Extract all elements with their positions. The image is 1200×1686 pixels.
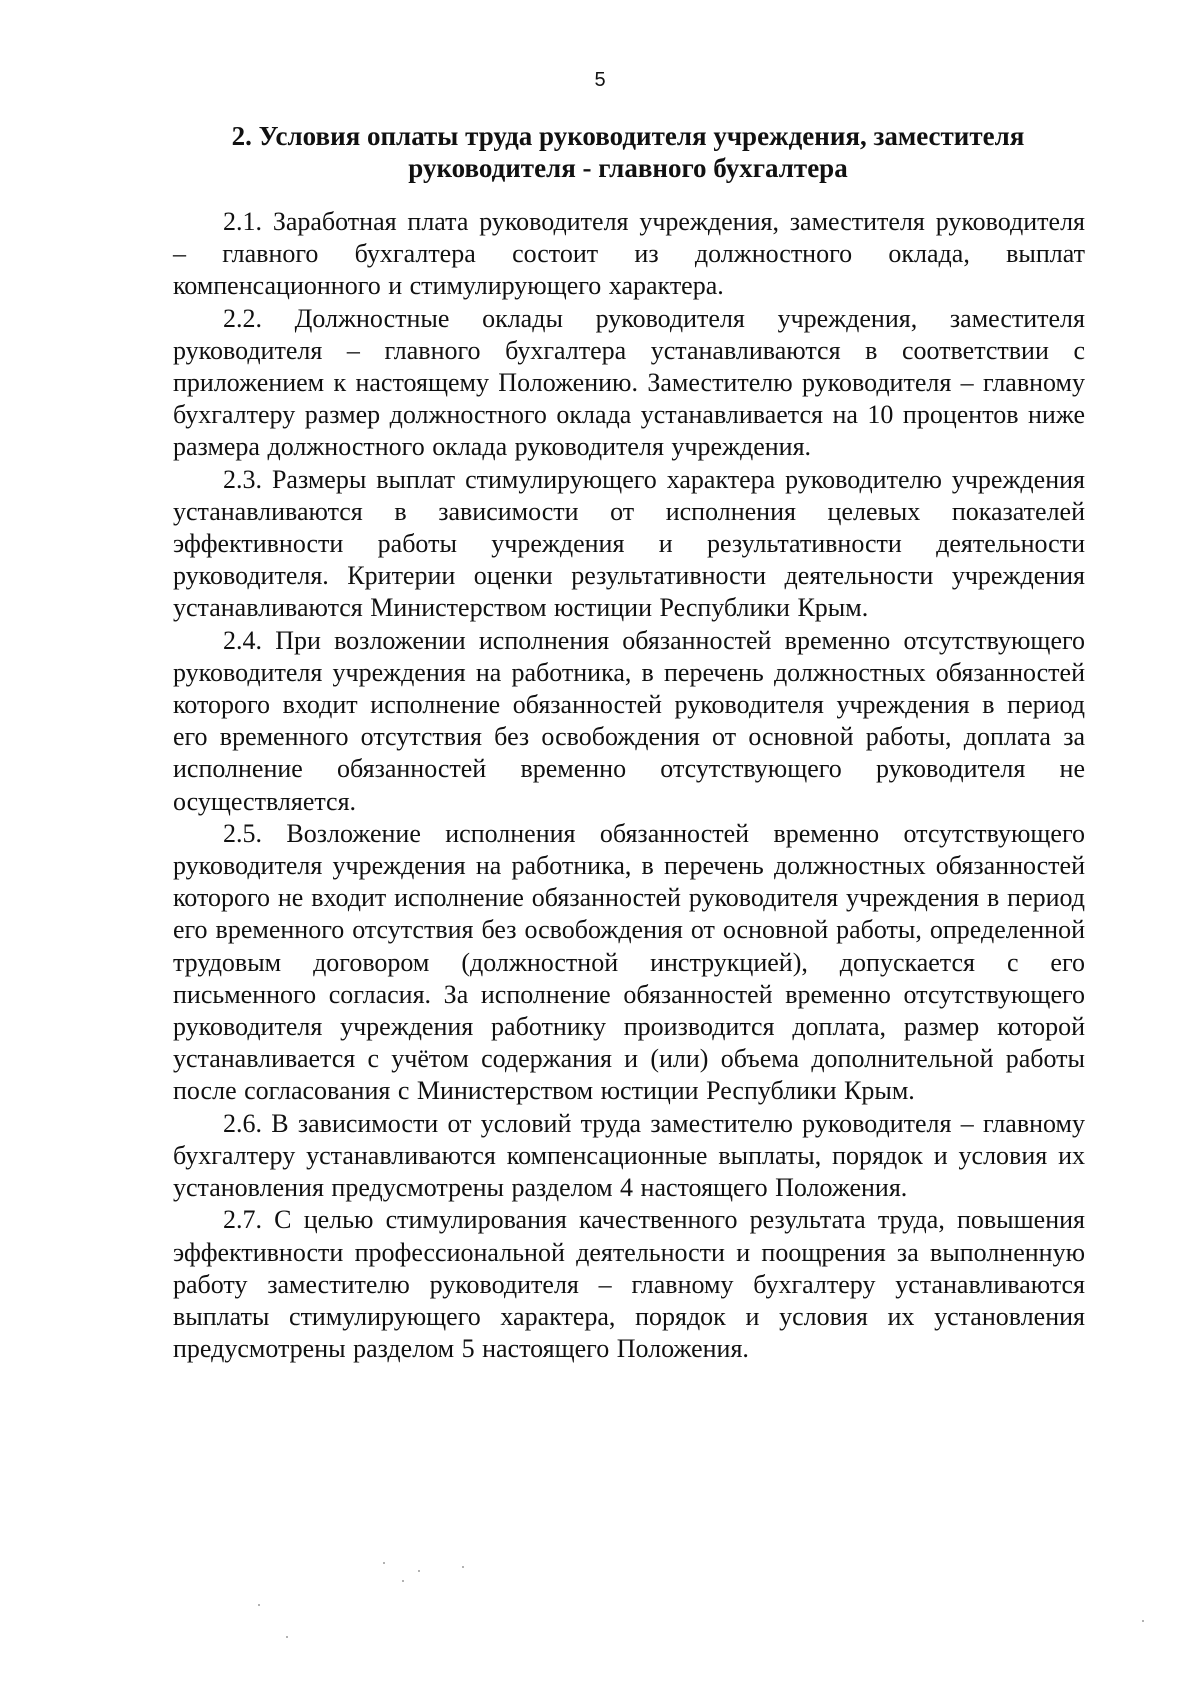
paragraph-2-7: 2.7. С целью стимулирования качественного результата труда, повышения эффективности профессиональной деятельности и поощрения за выполненную работу заместителю руководителя – главному бухгалтеру устанавливаются выплаты стимулирующего характера, порядок и условия их установления предусмотрены разделом 5 настоящего Положения. bbox=[173, 1205, 1085, 1364]
section-title-line-2: руководителя - главного бухгалтера bbox=[408, 153, 848, 183]
section-title-line-1: 2. Условия оплаты труда руководителя учреждения, заместителя bbox=[231, 121, 1025, 151]
paragraph-2-1: 2.1. Заработная плата руководителя учреждения, заместителя руководителя – главного бухгалтера состоит из должностного оклада, выплат компенсационного и стимулирующего характера. bbox=[173, 207, 1085, 301]
paragraph-2-5: 2.5. Возложение исполнения обязанностей временно отсутствующего руководителя учреждения на работника, в перечень должностных обязанностей которого не входит исполнение обязанностей руководителя учреждения в период его временного отсутствия без освобождения от основной работы, определенной трудовым договором (должностной инструкцией), допускается с его письменного согласия. За исполнение обязанностей временно отсутствующего руководителя учреждения работнику производится доплата, размер которой устанавливается с учётом содержания и (или) объема дополнительной работы после согласования с Министерством юстиции Республики Крым. bbox=[173, 818, 1085, 1106]
scan-speck bbox=[462, 1566, 464, 1568]
paragraph-2-4: 2.4. При возложении исполнения обязанностей временно отсутствующего руководителя учреждения на работника, в перечень должностных обязанностей которого входит исполнение обязанностей руководителя учреждения в период его временного отсутствия без освобождения от основной работы, доплата за исполнение обязанностей временно отсутствующего руководителя не осуществляется. bbox=[173, 625, 1085, 816]
scan-speck bbox=[258, 1604, 260, 1606]
scan-speck bbox=[286, 1636, 288, 1638]
document-body bbox=[173, 206, 1085, 1365]
paragraph-2-3: 2.3. Размеры выплат стимулирующего характера руководителю учреждения устанавливаются в зависимости от исполнения целевых показателей эффективности работы учреждения и результативности деятельности руководителя. Критерии оценки результативности деятельности учреждения устанавливаются Министерством юстиции Республики Крым. bbox=[173, 464, 1085, 623]
section-title bbox=[168, 120, 1088, 184]
page-number: 5 bbox=[594, 69, 606, 91]
paragraph-2-6: 2.6. В зависимости от условий труда заместителю руководителя – главному бухгалтеру устанавливаются компенсационные выплаты, порядок и условия их установления предусмотрены разделом 4 настоящего Положения. bbox=[173, 1108, 1085, 1203]
paragraph-2-2: 2.2. Должностные оклады руководителя учреждения, заместителя руководителя – главного бухгалтера устанавливаются в соответствии с приложением к настоящему Положению. Заместителю руководителя – главному бухгалтеру размер должностного оклада устанавливается на 10 процентов ниже размера должностного оклада руководителя учреждения. bbox=[173, 303, 1085, 462]
scan-speck bbox=[1142, 1620, 1144, 1622]
scan-speck bbox=[418, 1570, 420, 1572]
scan-speck bbox=[383, 1562, 385, 1564]
scan-speck bbox=[402, 1580, 404, 1582]
